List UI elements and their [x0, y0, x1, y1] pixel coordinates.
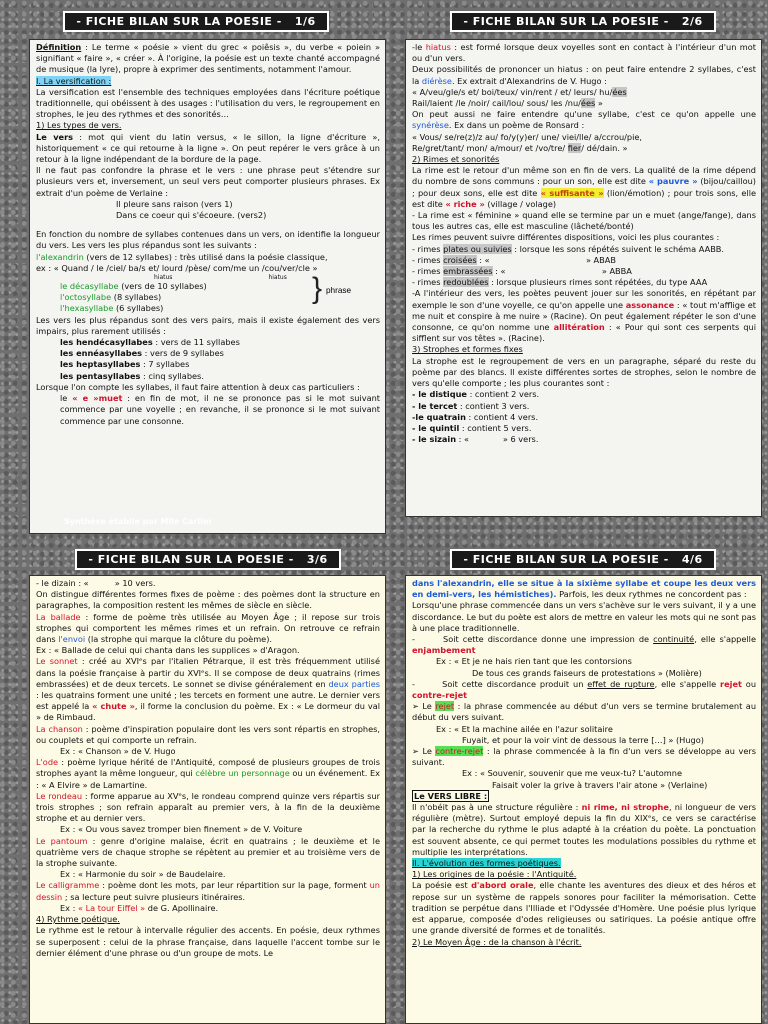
paragraph: , elle chante les aventures des dieux et des héros et repose sur un système de rappels sonores pour faciliter la mémorisation. Cette tradition se perpétue dans l'Illiade et l'Odyssée d'Homère. Une poésie plus lyrique est apparue, composée d'odes religieuses ou satiriques. La poésie antique offre une grande diversité de formes et de tonalités.: [412, 880, 756, 936]
verse-line: Re/gret/tant/ mon/ a/mour/ et /vo/tre/: [412, 142, 568, 153]
list-item: : lorsque les sons répétés suivent le schéma AABB.: [511, 243, 725, 254]
example: Faisait voler la grive à travers l'air atone » (Verlaine): [492, 779, 708, 790]
term: l'octosyllabe: [60, 292, 112, 303]
subsection-heading: 2) Le Moyen Âge : de la chanson à l'écrit.: [412, 936, 582, 947]
paragraph: Les rimes peuvent suivre différentes dispositions, voici les plus courantes :: [412, 232, 720, 243]
example: de G. Apollinaire.: [145, 902, 219, 913]
paragraph: : la phrase commencée au début d'un vers se termine brutalement au début du vers suivant.: [412, 701, 757, 723]
paragraph: Les vers les plus répandus sont des vers pairs, mais il existe également des vers impairs, plus rarement utilisés :: [36, 314, 380, 336]
term: contre-rejet: [435, 746, 484, 757]
term: deux parties: [328, 678, 381, 689]
term: Le sonnet: [36, 656, 78, 667]
highlight: fier: [567, 142, 582, 153]
paragraph: dans l'alexandrin, elle se situe à la sixième syllabe et coupe les deux vers en demi-vers, les hémistiches).: [412, 578, 756, 600]
paragraph: (6 syllabes): [113, 303, 164, 314]
paragraph: : vers de 11 syllabes: [152, 337, 240, 348]
term: La chanson: [36, 723, 83, 734]
paragraph: Il n'obéit pas à une structure régulière :: [412, 802, 582, 813]
example: Ex : « Harmonie du soir » de Baudelaire.: [60, 869, 226, 880]
paragraph: -A l'intérieur des vers, les poètes peuvent jouer sur les sonorités, en répétant par exemple le son d'une voyelle, ce qu'on appelle une: [412, 288, 756, 310]
term: Le VERS LIBRE :: [414, 790, 488, 801]
paragraph: : genre d'origine malaise, écrit en quatrains ; le deuxième et le quatrième vers de chaque strophe se répètent au premier et au troisième vers de la strophe suivante.: [36, 835, 380, 869]
term: contre-rejet: [412, 690, 468, 701]
example: ex : « Quand / le /ciel/ ba/s et/ lourd /pèse/ com/me un /cou/ver/cle »: [36, 262, 318, 273]
highlight: croisées: [443, 254, 477, 265]
list-item: : « » ABBA: [492, 266, 632, 277]
verse-line: / dé/dain. »: [581, 142, 628, 153]
list-item: : contient 4 vers.: [465, 411, 539, 422]
paragraph: : poème d'inspiration populaire dont les vers sont répartis en strophes, ou couplets et qui comporte un refrain.: [36, 723, 380, 745]
definition-label: Définition: [36, 42, 82, 52]
list-item: : lorsque plusieurs rimes sont répétées, du type AAA: [488, 277, 708, 288]
term: l'envoi: [58, 634, 86, 645]
page-3-content: [36, 578, 380, 959]
paragraph: : la phrase commencée à la fin d'un vers se développe au vers suivant.: [412, 746, 756, 768]
paragraph: Deux possibilités de prononcer un hiatus : on peut faire entendre 2 syllabes, c'est la: [412, 64, 756, 86]
paragraph: , elle s'appelle: [654, 678, 721, 689]
term: Le rondeau: [36, 790, 83, 801]
paragraph: ou: [741, 678, 757, 689]
highlight: ées: [580, 98, 596, 109]
term: « chute »: [92, 701, 135, 712]
term: « riche »: [445, 198, 485, 209]
hiatus-mark: hiatus: [268, 274, 287, 282]
paragraph: : « Pour qui sont ces serpents qui sifflent sur vos têtes ». (Racine).: [412, 322, 757, 344]
list-item: - rimes: [412, 277, 444, 288]
term: l'hexasyllabe: [60, 303, 114, 314]
example: De tous ces grands faiseurs de protestations » (Molière): [472, 667, 702, 678]
paragraph: (8 syllabes): [111, 292, 162, 303]
list-item: : contient 5 vers.: [459, 422, 532, 433]
list-item: : contient 2 vers.: [466, 389, 540, 400]
paragraph: ou un événement. Ex : « A Elvire » de Lamartine.: [36, 768, 380, 790]
paragraph: (village / volage): [484, 198, 557, 209]
paragraph: : est formé lorsque deux voyelles sont en contact à l'intérieur d'un mot ou d'un vers.: [412, 42, 757, 64]
example: Ex : « Ou vous savez tromper bien finement » de V. Voiture: [60, 824, 303, 835]
example: Ex : « Chanson » de V. Hugo: [60, 746, 176, 757]
paragraph: : les quatrains forment une unité ; les tercets en forment une autre. Le dernier vers est appelé la: [36, 690, 380, 712]
page-2: [405, 39, 762, 517]
verse-line: « A/veu/gle/s et/ boi/teux/ vin/rent / et/ leurs/ hu/: [412, 86, 613, 97]
paragraph: : mot qui vient du latin versus, « le sillon, la ligne d'écriture », historiquement « ce qui retourne à la ligne ». On peut repérer le vers grâce à un retour à la ligne indépendant de la bordure de la page.: [36, 131, 381, 165]
highlight: embrassées: [443, 266, 493, 277]
arrow-icon: ➢: [412, 701, 423, 712]
term: rejet: [720, 678, 742, 689]
paragraph: . Ex dans un poème de Ronsard :: [448, 120, 585, 131]
page-4-content: [412, 578, 756, 948]
page-4: [405, 575, 762, 1024]
example: Ex : « Et la machine ailée en l'azur solitaire: [436, 723, 613, 734]
paragraph: Le: [422, 746, 436, 757]
term: le décasyllabe: [60, 281, 119, 292]
definition-text: : Le terme « poésie » vient du grec « poiêsis », du verbe « poiein » signifiant « faire », « créer ». À l'origine, la poésie est un texte chanté accompagné de musique (la lyre), propre à exprimer des sentiments, notamment l'amour.: [36, 42, 380, 75]
term: « e »muet: [72, 393, 123, 404]
paragraph: Lorsque l'on compte les syllabes, il faut faire attention à deux cas particuliers :: [36, 381, 360, 392]
term: rejet: [435, 701, 455, 712]
page-banner: - FICHE BILAN SUR LA POESIE - 2/6: [450, 11, 716, 32]
paragraph: La strophe est le regroupement de vers en un paragraphe, séparé du reste du poème par des blancs. Il existe différentes sortes de strophes, selon le nombre de vers qu'elle comporte ; les plus courantes sont :: [412, 355, 756, 389]
subsection-heading: 2) Rimes et sonorités: [412, 154, 500, 165]
verse-line: « Vous/ se/re(z)/z au/ fo/y(y)er/ une/ viei/lle/ a/ccrou/pie,: [412, 131, 643, 142]
term: un dessin: [36, 880, 380, 902]
hiatus-mark: hiatus: [154, 274, 173, 282]
paragraph: . Ex extrait d'Alexandrins de V. Hugo :: [451, 75, 607, 86]
verse-line: »: [595, 98, 603, 109]
highlight: plates ou suivies: [443, 243, 512, 254]
page-banner: - FICHE BILAN SUR LA POESIE - 1/6: [63, 11, 329, 32]
paragraph: : 7 syllabes: [140, 359, 190, 370]
term: les hendécasyllabes: [60, 337, 153, 348]
phrase-label: phrase: [326, 286, 352, 295]
page-3: [29, 575, 386, 1024]
subsection-heading: 3) Strophes et formes fixes: [412, 344, 523, 355]
list-item: : contient 3 vers.: [457, 400, 530, 411]
term: « La tour Eiffel »: [77, 902, 146, 913]
term: les ennéasyllabes: [60, 348, 143, 359]
verse-line: Dans ce coeur qui s'écoeure. (vers2): [116, 210, 267, 221]
highlight: redoublées: [443, 277, 489, 288]
term: enjambement: [412, 645, 476, 656]
annotation-line: [36, 274, 380, 281]
paragraph: Il ne faut pas confondre la phrase et le vers : une phrase peut s'étendre sur plusieurs vers et, inversement, un seul vers peut comporter plusieurs phrases. Ex extrait d'un poème de Verlaine :: [36, 165, 380, 198]
paragraph: La versification est l'ensemble des techniques employées dans l'écriture poétique traditionnelle, qui obéissent à des usages : l'utilisation du vers, le regroupement en strophes, le jeu des rythmes et des sonorités…: [36, 86, 380, 120]
paragraph: : en fin de mot, il ne se prononce pas si le mot suivant commence par une voyelle ; en revanche, il se prononce si le mot suivant commence par une consonne.: [60, 393, 380, 426]
subsection-heading: 1) Les types de vers.: [36, 120, 122, 131]
term: - le sizain: [412, 434, 457, 445]
list-item: - rimes: [412, 243, 444, 254]
term: allitération: [553, 322, 605, 333]
example: Ex : « Ballade de celui qui chanta dans les supplices » d'Aragon.: [36, 645, 300, 656]
paragraph: La poésie est: [412, 880, 472, 891]
term: L'ode: [36, 757, 59, 768]
page-banner: - FICHE BILAN SUR LA POESIE - 4/6: [450, 549, 716, 570]
term: Le pantoum: [36, 835, 88, 846]
verse-line: Il pleure sans raison (vers 1): [116, 198, 233, 209]
term: « suffisante »: [540, 187, 604, 198]
paragraph: - Soit cette discordance produit un: [412, 678, 588, 689]
term: La ballade: [36, 611, 81, 622]
section-heading: I. La versification :: [36, 75, 112, 86]
list-item: - rimes: [412, 254, 444, 265]
paragraph: : forme de poème très utilisée au Moyen Âge ; il repose sur trois strophes qui comportent les mêmes rimes et un refrain. On retrouve ce refrain dans: [36, 611, 380, 645]
paragraph: : poème lyrique hérité de l'Antiquité, composé de plusieurs groupes de trois strophes ayant la même longueur, qui: [36, 757, 380, 779]
list-item: - rimes: [412, 266, 444, 277]
paragraph: (la strophe qui marque la clôture du poème).: [85, 634, 273, 645]
paragraph: -le: [412, 42, 426, 52]
example: Fuyait, et pour la voir vint de dessous la terre […] » (Hugo): [462, 734, 704, 745]
list-item: - le dizain : « » 10 vers.: [36, 578, 156, 588]
term: Le vers: [36, 131, 74, 142]
arrow-icon: ➢: [412, 746, 423, 757]
brace-icon: }: [312, 272, 323, 305]
term: l'alexandrin: [36, 251, 84, 262]
term: - le tercet: [412, 400, 458, 411]
paragraph: ; sa lecture peut suivre plusieurs itinéraires.: [62, 891, 246, 902]
paragraph: : poème dont les mots, par leur répartition sur la page, forment: [99, 880, 370, 891]
term: diérèse: [421, 75, 452, 86]
term: célèbre un personnage: [195, 768, 290, 779]
paragraph: Le: [422, 701, 436, 712]
subsection-heading: 1) Les origines de la poésie : l'Antiquité.: [412, 869, 577, 880]
paragraph: - La rime est « féminine » quand elle se termine par un e muet (ange/fange), dans tous les autres cas, elle est masculine (lâcheté/bonté): [412, 210, 756, 232]
page-2-content: [412, 42, 756, 445]
term: effet de rupture: [587, 678, 655, 689]
paragraph: , il forme la conclusion du poème. Ex : « Le dormeur du val » de Rimbaud.: [36, 701, 380, 723]
example: Ex :: [60, 902, 78, 913]
term: - le distique: [412, 389, 467, 400]
paragraph: - Soit cette discordance donne une impression de: [412, 634, 654, 645]
term: -le quatrain: [412, 411, 466, 422]
term: continuité: [653, 634, 695, 645]
paragraph: le: [60, 393, 73, 404]
list-item: : « » ABAB: [476, 254, 616, 265]
term: d'abord orale: [471, 880, 534, 891]
paragraph: Le rythme est le retour à intervalle régulier des accents. En poésie, deux rythmes se superposent : celui de la phrase française, dans laquelle l'accent tombe sur le dernier élément d'une phrase ou d'un groupe de mots. Le: [36, 925, 380, 958]
term: synérèse: [412, 120, 449, 131]
term: Le calligramme: [36, 880, 100, 891]
list-item: : « » 6 vers.: [456, 434, 539, 445]
paragraph: Lorsqu'une phrase commencée dans un vers s'achève sur le vers suivant, il y a une discordance. Le but du poète est alors de mettre en valeur les mots qui ne sont pas à une place traditionnelle.: [412, 600, 756, 633]
paragraph: (vers de 10 syllabes): [118, 281, 207, 292]
verse-line: Rail/laient /le /noir/ cail/lou/ sous/ les /nu/: [412, 98, 581, 109]
paragraph: On peut aussi ne faire entendre qu'une syllabe, c'est ce qu'on appelle une: [412, 109, 756, 120]
paragraph: Parfois, les deux rythmes ne concordent pas :: [556, 589, 747, 600]
paragraph: (vers de 12 syllabes) : très utilisé dans la poésie classique,: [83, 251, 328, 262]
page-banner: - FICHE BILAN SUR LA POESIE - 3/6: [75, 549, 341, 570]
paragraph: En fonction du nombre de syllabes contenues dans un vers, on identifie la longueur du vers. Les vers les plus répandus sont les suivants :: [36, 229, 380, 251]
term: hiatus: [425, 42, 451, 52]
paragraph: , elle s'appelle: [694, 634, 756, 645]
section-heading: II. L'évolution des formes poétiques.: [412, 858, 561, 869]
page-1-content: [36, 42, 380, 427]
page-1: [29, 39, 386, 534]
term: « pauvre »: [648, 176, 698, 187]
term: ni rime, ni strophe: [581, 802, 669, 813]
footer-credit: Synthèse établie par Mlle Carlier: [64, 517, 213, 526]
term: les pentasyllabes: [60, 370, 141, 381]
paragraph: , ni longueur de vers régulière (mètre). Surtout employé depuis la fin du XIXᵉs, ce vers se caractérise par la recherche du rythme le plus adapté à la création du poète. La ponctuation est souvent absente, ce qui permet toutes les modulations possibles du rythme et multiplie les interprétations.: [412, 802, 756, 857]
term: assonance: [625, 299, 675, 310]
paragraph: : cinq syllabes.: [140, 370, 204, 381]
example: Ex : « Et je ne hais rien tant que les contorsions: [436, 656, 632, 667]
highlight: ées: [612, 86, 627, 97]
term: - le quintil: [412, 422, 460, 433]
paragraph: On distingue différentes formes fixes de poème : des poèmes dont la structure en paragraphes, la composition restent les mêmes de siècle en siècle.: [36, 589, 380, 611]
paragraph: : forme apparue au XVᵉs, le rondeau comprend quinze vers répartis sur trois strophes ; son refrain apparaît au premier vers, à la fin de la deuxième strophe et au dernier vers.: [36, 790, 381, 824]
paragraph: (bijou/caillou) ; pour deux sons, elle est dite: [412, 176, 756, 198]
term: les heptasyllabes: [60, 359, 141, 370]
paragraph: : créé au XVIᵉs par l'italien Pétrarque, il est très fréquemment utilisé dans la poésie française à partir du XVIᵉs. Il se compose de deux quatrains (rimes embrassées) et de deux tercets. Le sonnet se divise généralement en: [36, 656, 380, 689]
paragraph: : « tout m'afflige et me nuit et conspire à me nuire » (Racine). On peut également répéter le son d'une consonne, ce qu'on nomme une: [412, 299, 756, 333]
paragraph: La rime est le retour d'un même son en fin de vers. La qualité de la rime dépend du nombre de sons communs : pour un son, elle est dite: [412, 165, 756, 187]
paragraph: (lion/émotion) ; pour trois sons, elle est dite: [412, 187, 757, 209]
example: Ex : « Souvenir, souvenir que me veux-tu? L'automne: [462, 768, 682, 779]
paragraph: : vers de 9 syllabes: [142, 348, 224, 359]
subsection-heading: 4) Rythme poétique.: [36, 914, 120, 925]
